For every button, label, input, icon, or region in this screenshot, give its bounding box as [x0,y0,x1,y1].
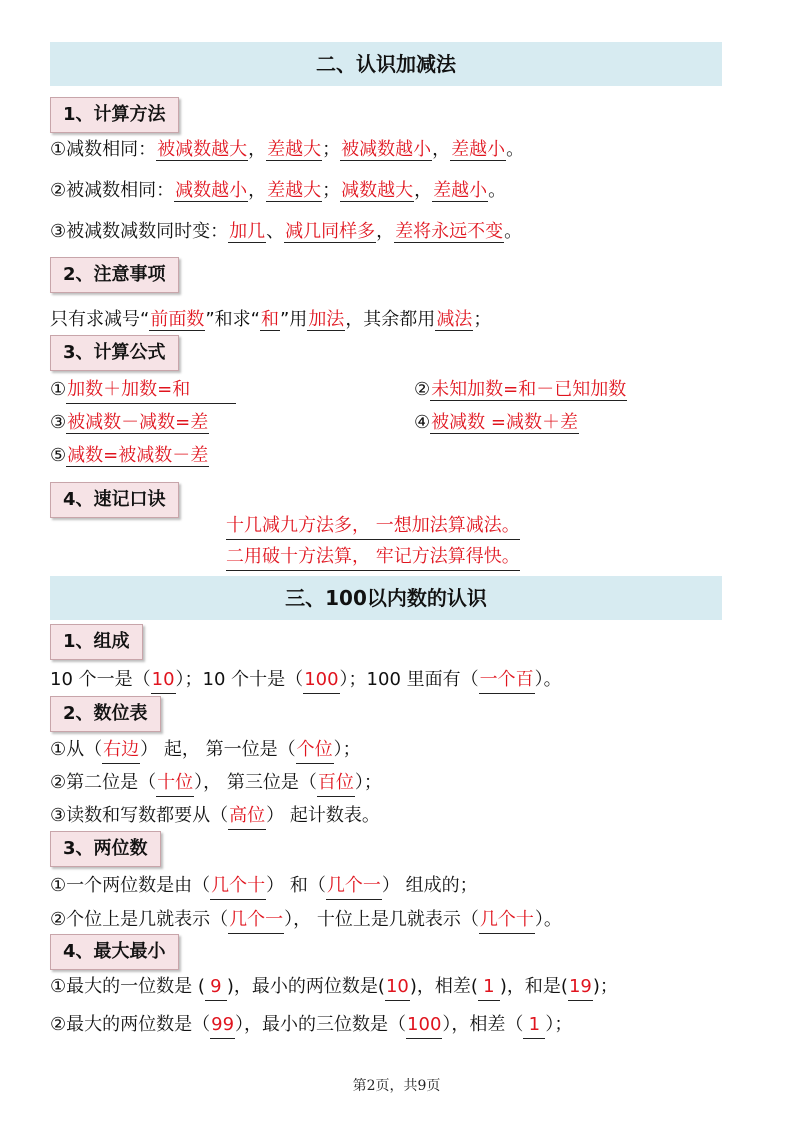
line-text: ）；100 里面有（ [339,669,479,690]
line-text: 。 [506,139,525,160]
answer: 加法 [308,309,345,330]
answer: 前面数 [150,309,205,330]
page-footer: 第2页，共9页 [352,1078,441,1094]
formula-2 [414,377,627,403]
answer: 减法 [436,309,473,330]
method-line-2 [50,178,506,204]
line-text: 10 个一是（ [50,669,151,690]
line-text: ， [376,221,395,242]
line-text: ⑤ [50,445,67,466]
answer: 加数＋加数=和 [66,377,236,404]
line-text: ） 起， 第一位是（ [140,739,296,760]
line-text: 。 [504,221,523,242]
line-text: ， [414,180,433,201]
answer: 百位 [317,770,355,797]
subheading-notes: 2、注意事项 [50,257,179,293]
answer: 99 [210,1012,235,1039]
answer: 差越小 [451,139,506,160]
place-value-line-2 [50,770,382,796]
answer: 个位 [296,737,334,764]
subheading-place-value: 2、数位表 [50,696,161,732]
line-text: ； [322,180,341,201]
line-text: 只有求减号“ [50,309,150,330]
answer: 几个十 [479,907,535,934]
subheading-calc-method: 1、计算方法 [50,97,179,133]
line-text: ①从（ [50,739,103,760]
formula-1 [50,377,236,403]
two-digit-line-2 [50,907,562,933]
method-line-1 [50,137,524,163]
line-text: ②个位上是几就表示（ [50,909,229,930]
line-text: )，和是( [499,976,568,997]
place-value-line-1 [50,737,361,763]
line-text: 。 [488,180,507,201]
composition-line [50,667,562,693]
line-text: ”和求“ [205,309,260,330]
answer: 1 [478,974,500,1001]
line-text: )，相差( [409,976,478,997]
answer: 减数越大 [341,180,414,201]
line-text: ① [50,379,67,400]
answer: 100 [303,667,339,694]
note-line [50,307,491,333]
section-title: 二、认识加减法 [50,42,722,86]
line-text: ①最大的一位数是 ( [50,976,205,997]
line-text: ②最大的两位数是（ [50,1014,211,1035]
answer: 减几同样多 [285,221,376,242]
method-line-3 [50,219,522,245]
line-text: ， [248,139,267,160]
line-text: ①减数相同： [50,139,157,160]
answer: 高位 [228,803,266,830]
line-text: ； [473,309,492,330]
max-min-line-2 [50,1012,572,1038]
answer: 被减数越小 [341,139,432,160]
answer: 100 [406,1012,442,1039]
answer: 1 [523,1012,545,1039]
line-text: ）， 第三位是（ [194,772,317,793]
line-text: ③被减数减数同时变： [50,221,229,242]
line-text: ② [414,379,431,400]
answer: 差越大 [267,180,322,201]
line-text: )； [592,976,618,997]
answer: 一个百 [479,667,535,694]
line-text: ”用 [279,309,308,330]
subheading-max-min: 4、最大最小 [50,934,179,970]
line-text: ），最小的三位数是（ [235,1014,407,1035]
subheading-composition: 1、组成 [50,624,143,660]
line-text: ）。 [534,669,562,690]
line-text: ①一个两位数是由（ [50,875,211,896]
answer: 10 [151,667,176,694]
line-text: ，其余都用 [345,309,436,330]
two-digit-line-1 [50,873,478,899]
line-text: )，最小的两位数是( [226,976,385,997]
line-text: ， [248,180,267,201]
mnemonic-verse-2: 二用破十方法算， 牢记方法算得快。 [226,544,520,571]
answer: 加几 [229,221,266,242]
line-text: ③读数和写数都要从（ [50,805,229,826]
line-text: ； [322,139,341,160]
answer: 被减数－减数=差 [67,412,209,433]
line-text: ） 和（ [266,875,326,896]
answer: 和 [260,309,279,330]
answer: 被减数越大 [157,139,248,160]
mnemonic-verse-1: 十几减九方法多， 一想加法算减法。 [226,513,520,540]
answer: 差越大 [267,139,322,160]
answer: 几个一 [326,873,382,900]
line-text: ）； [333,739,361,760]
answer: 被减数 =减数＋差 [431,412,578,433]
line-text: 、 [266,221,285,242]
line-text: ）， 十位上是几就表示（ [284,909,479,930]
section-title: 三、100以内数的认识 [50,576,722,620]
line-text: ， [432,139,451,160]
answer: 几个十 [210,873,266,900]
line-text: ） 组成的； [381,875,478,896]
answer: 减数=被减数－差 [67,445,209,466]
line-text: ）； [354,772,382,793]
line-text: ④ [414,412,431,433]
answer: 10 [385,974,410,1001]
line-text: ）。 [534,909,562,930]
answer: 19 [568,974,593,1001]
formula-5 [50,443,209,469]
answer: 9 [205,974,227,1001]
answer: 差越小 [433,180,488,201]
answer: 差将永远不变 [395,221,504,242]
line-text: ②第二位是（ [50,772,157,793]
formula-4 [414,410,579,436]
max-min-line-1 [50,974,618,1000]
line-text: ），相差（ [442,1014,524,1035]
answer: 减数越小 [175,180,248,201]
subheading-mnemonic: 4、速记口诀 [50,482,179,518]
line-text: ③ [50,412,67,433]
line-text: ②被减数相同： [50,180,175,201]
place-value-line-3 [50,803,380,829]
formula-3 [50,410,209,436]
line-text: ）； [545,1014,573,1035]
subheading-formulas: 3、计算公式 [50,335,179,371]
line-text: ）；10 个十是（ [175,669,304,690]
subheading-two-digit: 3、两位数 [50,831,161,867]
answer: 右边 [102,737,140,764]
answer: 几个一 [228,907,284,934]
answer: 未知加数=和－已知加数 [431,379,627,400]
answer: 十位 [156,770,194,797]
line-text: ） 起计数表。 [266,805,380,826]
